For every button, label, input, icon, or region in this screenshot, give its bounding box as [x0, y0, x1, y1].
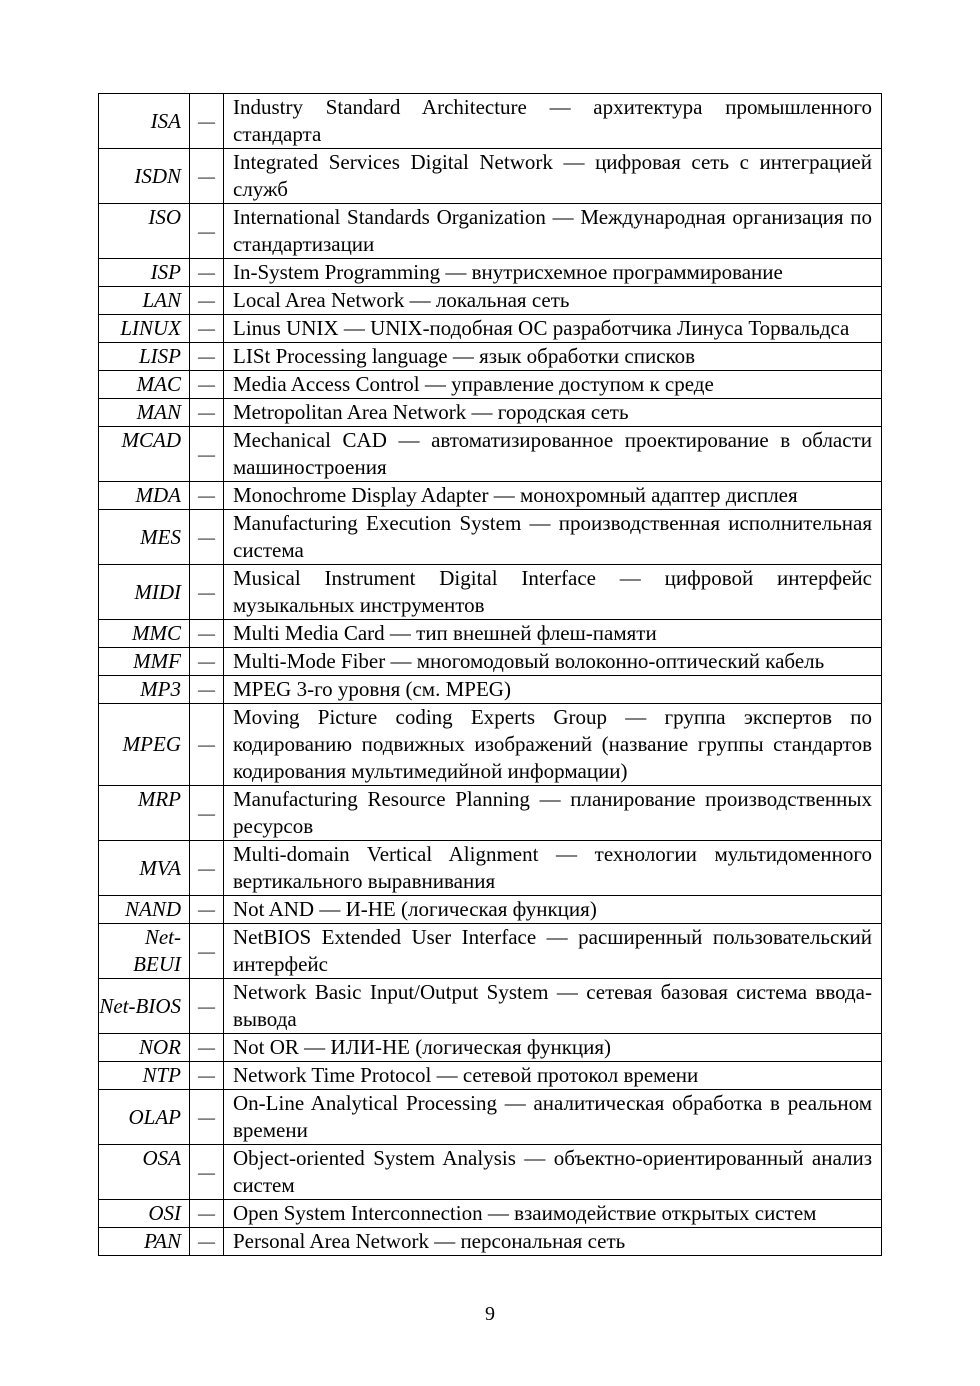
definition-cell: Not AND — И-НЕ (логическая функция) — [224, 896, 882, 924]
definition-cell: Multi-Mode Fiber — многомодовый волоконно-оптический кабель — [224, 648, 882, 676]
definition-cell: Manufacturing Execution System — производственная исполнительная система — [224, 510, 882, 565]
abbreviation-cell: MP3 — [99, 676, 190, 704]
definition-cell: Manufacturing Resource Planning — планирование производственных ресурсов — [224, 786, 882, 841]
definition-cell: Network Time Protocol — сетевой протокол времени — [224, 1062, 882, 1090]
definition-cell: Multi Media Card — тип внешней флеш-памяти — [224, 620, 882, 648]
dash-cell: — — [190, 565, 224, 620]
abbreviation-cell: ISP — [99, 259, 190, 287]
dash-cell: — — [190, 482, 224, 510]
table-row — [99, 259, 882, 287]
abbreviation-cell: MDA — [99, 482, 190, 510]
table-row — [99, 896, 882, 924]
dash-cell: — — [190, 1034, 224, 1062]
abbreviation-cell: NTP — [99, 1062, 190, 1090]
definition-cell: Moving Picture coding Experts Group — группа экспертов по кодированию подвижных изображений (название группы стандартов кодирования мультимедийной информации) — [224, 704, 882, 786]
definition-cell: Local Area Network — локальная сеть — [224, 287, 882, 315]
abbreviation-cell: MAN — [99, 399, 190, 427]
abbreviation-cell: Net-BIOS — [99, 979, 190, 1034]
dash-cell: — — [190, 343, 224, 371]
definition-cell: Network Basic Input/Output System — сетевая базовая система ввода-вывода — [224, 979, 882, 1034]
definition-cell: Industry Standard Architecture — архитектура промышленного стандарта — [224, 94, 882, 149]
table-row — [99, 371, 882, 399]
dash-cell: — — [190, 896, 224, 924]
definition-cell: Open System Interconnection — взаимодействие открытых систем — [224, 1200, 882, 1228]
abbreviation-cell: NAND — [99, 896, 190, 924]
table-row — [99, 427, 882, 482]
table-row — [99, 841, 882, 896]
definition-cell: In-System Programming — внутрисхемное программирование — [224, 259, 882, 287]
table-row — [99, 979, 882, 1034]
definition-cell: Object-oriented System Analysis — объектно-ориентированный анализ систем — [224, 1145, 882, 1200]
table-row — [99, 676, 882, 704]
dash-cell: — — [190, 1062, 224, 1090]
dash-cell: — — [190, 1200, 224, 1228]
abbreviation-cell: LINUX — [99, 315, 190, 343]
dash-cell: — — [190, 841, 224, 896]
table-row — [99, 1200, 882, 1228]
table-row — [99, 482, 882, 510]
table-row — [99, 204, 882, 259]
definition-cell: Not OR — ИЛИ-НЕ (логическая функция) — [224, 1034, 882, 1062]
dash-cell: — — [190, 620, 224, 648]
abbreviation-cell: MIDI — [99, 565, 190, 620]
definition-cell: Musical Instrument Digital Interface — цифровой интерфейс музыкальных инструментов — [224, 565, 882, 620]
dash-cell: — — [190, 399, 224, 427]
abbreviation-cell: MES — [99, 510, 190, 565]
definition-cell: LISt Processing language — язык обработки списков — [224, 343, 882, 371]
definition-cell: NetBIOS Extended User Interface — расширенный пользовательский интерфейс — [224, 924, 882, 979]
abbreviation-cell: ISDN — [99, 149, 190, 204]
abbreviation-cell: LISP — [99, 343, 190, 371]
dash-cell: — — [190, 979, 224, 1034]
abbreviation-table-body — [99, 94, 882, 1256]
table-row — [99, 94, 882, 149]
abbreviation-cell: PAN — [99, 1228, 190, 1256]
dash-cell: — — [190, 371, 224, 399]
table-row — [99, 287, 882, 315]
abbreviation-cell: Net-BEUI — [99, 924, 190, 979]
page-number: 9 — [485, 1303, 495, 1325]
dash-cell: — — [190, 1228, 224, 1256]
table-row — [99, 786, 882, 841]
definition-cell: MPEG 3-го уровня (см. MPEG) — [224, 676, 882, 704]
abbreviation-cell: MRP — [99, 786, 190, 841]
abbreviation-cell: MMC — [99, 620, 190, 648]
dash-cell: — — [190, 676, 224, 704]
dash-cell: — — [190, 510, 224, 565]
abbreviation-cell: NOR — [99, 1034, 190, 1062]
dash-cell: — — [190, 648, 224, 676]
table-row — [99, 565, 882, 620]
dash-cell: — — [190, 786, 224, 841]
dash-cell: — — [190, 149, 224, 204]
definition-cell: On-Line Analytical Processing — аналитическая обработка в реальном времени — [224, 1090, 882, 1145]
definition-cell: Linus UNIX — UNIX-подобная ОС разработчика Линуса Торвальдса — [224, 315, 882, 343]
abbreviation-cell: MPEG — [99, 704, 190, 786]
table-row — [99, 1228, 882, 1256]
abbreviation-cell: LAN — [99, 287, 190, 315]
abbreviation-cell: MMF — [99, 648, 190, 676]
table-row — [99, 924, 882, 979]
definition-cell: International Standards Organization — Международная организация по стандартизации — [224, 204, 882, 259]
table-row — [99, 343, 882, 371]
abbreviation-cell: OSI — [99, 1200, 190, 1228]
definition-cell: Media Access Control — управление доступом к среде — [224, 371, 882, 399]
table-row — [99, 620, 882, 648]
table-row — [99, 704, 882, 786]
definition-cell: Multi-domain Vertical Alignment — технологии мультидоменного вертикального выравнивания — [224, 841, 882, 896]
table-row — [99, 149, 882, 204]
table-row — [99, 1062, 882, 1090]
dash-cell: — — [190, 1145, 224, 1200]
dash-cell: — — [190, 315, 224, 343]
abbreviation-table — [98, 93, 882, 1256]
definition-cell: Personal Area Network — персональная сеть — [224, 1228, 882, 1256]
table-row — [99, 1090, 882, 1145]
abbreviation-cell: ISA — [99, 94, 190, 149]
dash-cell: — — [190, 1090, 224, 1145]
dash-cell: — — [190, 427, 224, 482]
table-row — [99, 315, 882, 343]
dash-cell: — — [190, 94, 224, 149]
table-row — [99, 1145, 882, 1200]
table-row — [99, 648, 882, 676]
dash-cell: — — [190, 704, 224, 786]
abbreviation-cell: MVA — [99, 841, 190, 896]
dash-cell: — — [190, 204, 224, 259]
table-row — [99, 399, 882, 427]
definition-cell: Metropolitan Area Network — городская сеть — [224, 399, 882, 427]
definition-cell: Mechanical CAD — автоматизированное проектирование в области машиностроения — [224, 427, 882, 482]
abbreviation-cell: ISO — [99, 204, 190, 259]
dash-cell: — — [190, 924, 224, 979]
definition-cell: Integrated Services Digital Network — цифровая сеть с интеграцией служб — [224, 149, 882, 204]
table-row — [99, 1034, 882, 1062]
dash-cell: — — [190, 287, 224, 315]
abbreviation-cell: MAC — [99, 371, 190, 399]
abbreviation-cell: OLAP — [99, 1090, 190, 1145]
definition-cell: Monochrome Display Adapter — монохромный адаптер дисплея — [224, 482, 882, 510]
abbreviation-cell: MCAD — [99, 427, 190, 482]
dash-cell: — — [190, 259, 224, 287]
abbreviation-cell: OSA — [99, 1145, 190, 1200]
table-row — [99, 510, 882, 565]
